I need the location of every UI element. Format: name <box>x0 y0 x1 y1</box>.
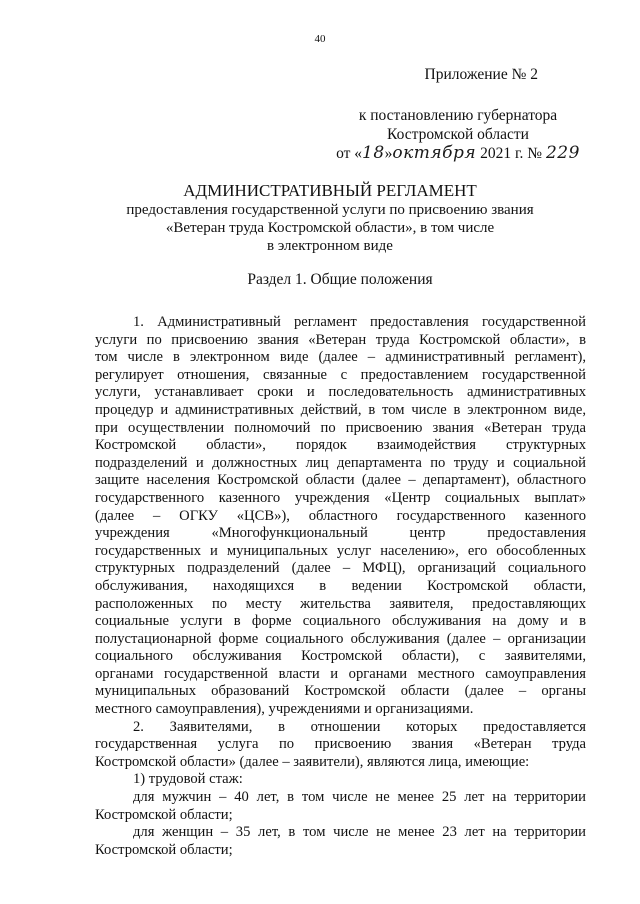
body-line: государственного казенного учреждения «Центр социальных выплат» <box>95 489 586 506</box>
body-line: услуги, устанавливает сроки и последовательность административных <box>95 384 586 401</box>
body-line: муниципальных образований Костромской области (далее – органы <box>95 683 586 700</box>
handwritten-day: 18 <box>362 143 385 163</box>
page-number: 40 <box>314 33 326 45</box>
handwritten-month: октября <box>392 143 477 163</box>
date-separator: » <box>384 145 393 162</box>
body-line: при осуществлении полномочий по присвоению звания «Ветеран труда <box>95 419 586 436</box>
body-line: полустационарной форме социального обслуживания (далее – организации <box>95 630 586 647</box>
body-line: 2. Заявителями, в отношении которых предоставляется <box>133 718 586 735</box>
body-line: структурных подразделений (далее – МФЦ), организаций социального <box>95 560 586 577</box>
handwritten-number: 229 <box>545 143 580 163</box>
body-line: (далее – ОГКУ «ЦСВ»), областного государственного казенного <box>95 507 586 524</box>
body-line: социальные услуги в форме социального обслуживания на дому и в <box>95 613 586 630</box>
body-line: Костромской области; <box>95 806 233 823</box>
body-line: учреждения «Многофункциональный центр предоставления <box>95 525 586 542</box>
body-line: органами государственной власти и органами местного самоуправления <box>95 665 586 682</box>
body-line: Костромской области» (далее – заявители), являются лица, имеющие: <box>95 753 530 770</box>
body-line: процедур и административных действий, в том числе в электронном виде, <box>95 401 586 418</box>
document-subtitle-line: «Ветеран труда Костромской области», в том числе <box>165 220 495 236</box>
body-line: 1) трудовой стаж: <box>133 771 243 788</box>
body-line: для мужчин – 40 лет, в том числе не менее 25 лет на территории <box>133 789 586 806</box>
body-line: государственная услуга по присвоению звания «Ветеран труда <box>95 736 586 753</box>
body-text <box>95 314 586 859</box>
body-line: защите населения Костромской области (далее – департамент), областного <box>95 472 586 489</box>
document-subtitle-line: в электронном виде <box>267 238 393 254</box>
decree-reference-line: Костромской области <box>387 126 529 143</box>
document-title-block <box>60 182 600 255</box>
body-line: том числе в электронном виде (далее – административный регламент), <box>95 349 586 366</box>
section-heading: Раздел 1. Общие положения <box>247 271 433 288</box>
body-line: 1. Административный регламент предоставления государственной <box>133 314 586 330</box>
decree-reference-line: к постановлению губернатора <box>358 107 558 124</box>
date-prefix: от « <box>336 145 363 162</box>
document-subtitle-line: предоставления государственной услуги по присвоению звания <box>126 202 534 218</box>
appendix-label: Приложение № 2 <box>424 66 538 83</box>
body-line: Костромской области; <box>95 841 233 858</box>
body-line: расположенных по месту жительства заявителя, предоставляющих <box>95 595 586 612</box>
body-line: регулирует отношения, связанные с предоставлением государственной <box>95 366 586 383</box>
body-line: обслуживания, находящихся в ведении Костромской области, <box>95 577 586 594</box>
body-line: местного самоуправления), учреждениями и организациями. <box>95 701 474 718</box>
body-line: Костромской области», порядок взаимодействия структурных <box>95 437 586 454</box>
body-line: социального обслуживания Костромской области), с заявителями, <box>95 648 586 665</box>
body-line: государственных и муниципальных услуг населению», его обособленных <box>95 542 586 559</box>
decree-date-line <box>330 144 586 163</box>
date-year: 2021 г. № <box>480 145 543 162</box>
decree-reference <box>330 106 586 163</box>
body-line: для женщин – 35 лет, в том числе не менее 23 лет на территории <box>133 824 586 841</box>
document-title: АДМИНИСТРАТИВНЫЙ РЕГЛАМЕНТ <box>183 181 477 200</box>
body-line: подразделений и должностных лиц департамента по труду и социальной <box>95 454 586 471</box>
body-line: услуги по присвоению звания «Ветеран труда Костромской области», в <box>95 331 586 348</box>
